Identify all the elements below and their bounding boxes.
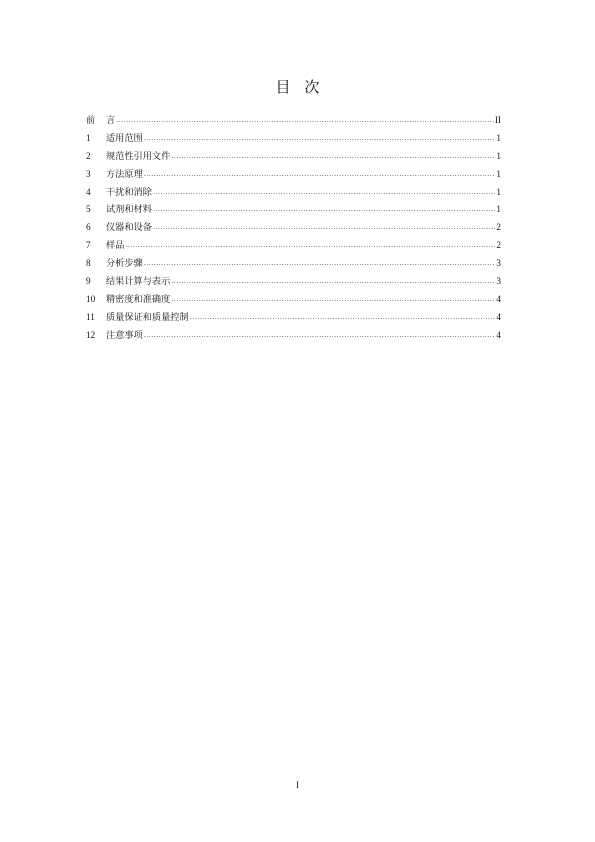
toc-leader-dots [171,148,495,166]
toc-leader-dots [144,166,496,184]
toc-entry-page: 4 [496,311,501,322]
toc-entry-2[interactable] [86,148,501,166]
toc-entry-number: 2 [86,150,91,161]
toc-entry-page: II [494,114,501,125]
toc-entry-12[interactable] [86,327,501,345]
toc-entry-9[interactable] [86,273,501,291]
toc-entry-number: 8 [86,258,91,269]
toc-entry-8[interactable] [86,255,501,273]
toc-entry-1[interactable] [86,130,501,148]
toc-entry-label: 精密度和准确度 [106,293,171,305]
toc-entry-number: 9 [86,276,91,286]
page-number: I [296,780,299,790]
toc-leader-dots [144,327,496,345]
toc-leader-dots [116,112,494,130]
toc-entry-label: 结果计算与表示 [106,276,171,287]
toc-leader-dots [144,130,496,148]
toc-entry-7[interactable] [86,237,501,255]
toc-entry-page: 3 [496,258,501,269]
toc-entry-5[interactable] [86,201,501,219]
toc-entry-page: 4 [496,329,501,340]
toc-leader-dots [153,184,495,202]
toc-entry-label: 注意事项 [106,329,143,341]
toc-entry-label: 方法原理 [106,168,143,180]
toc-entry-label: 样品 [106,240,125,252]
toc-entry-label: 干扰和消除 [106,186,152,198]
toc-entry-page: 1 [496,186,501,197]
table-of-contents [86,112,501,345]
toc-entry-label: 仪器和设备 [106,222,152,234]
toc-entry-4[interactable] [86,184,501,202]
toc-entry-label: 分析步骤 [106,258,143,270]
toc-leader-dots [190,309,496,327]
toc-leader-dots [171,273,495,291]
toc-entry-number: 10 [86,293,96,304]
toc-entry-number: 1 [86,132,91,143]
toc-entry-page: 1 [496,204,501,215]
toc-entry-label: 质量保证和质量控制 [106,311,189,323]
toc-entry-page: 1 [496,132,501,143]
toc-entry-label: 言 [106,114,116,126]
toc-entry-page: 2 [496,240,501,251]
toc-entry-number: 11 [86,311,95,322]
toc-entry-number: 7 [86,240,91,251]
toc-leader-dots [153,219,495,237]
toc-leader-dots [144,255,496,273]
toc-leader-dots [171,291,495,309]
toc-entry-number: 12 [86,329,96,340]
toc-entry-label: 规范性引用文件 [106,150,171,162]
toc-entry-number: 6 [86,222,91,233]
toc-entry-preface[interactable] [86,112,501,130]
toc-entry-page: 3 [496,276,501,286]
toc-entry-11[interactable] [86,309,501,327]
toc-entry-page: 2 [496,222,501,233]
toc-entry-label: 适用范围 [106,132,143,144]
toc-leader-dots [125,237,495,255]
toc-entry-page: 1 [496,168,501,179]
toc-entry-3[interactable] [86,166,501,184]
toc-leader-dots [153,201,495,219]
toc-entry-label: 试剂和材料 [106,204,152,216]
page-title-char-1: 目 [275,78,291,96]
toc-entry-number: 4 [86,186,91,197]
toc-entry-page: 4 [496,293,501,304]
toc-entry-page: 1 [496,150,501,161]
page-title-char-2: 次 [304,78,320,96]
toc-entry-10[interactable] [86,291,501,309]
page-title [0,76,595,97]
toc-entry-number: 前 [86,114,96,125]
toc-entry-number: 5 [86,204,91,215]
toc-entry-6[interactable] [86,219,501,237]
toc-entry-number: 3 [86,168,91,179]
